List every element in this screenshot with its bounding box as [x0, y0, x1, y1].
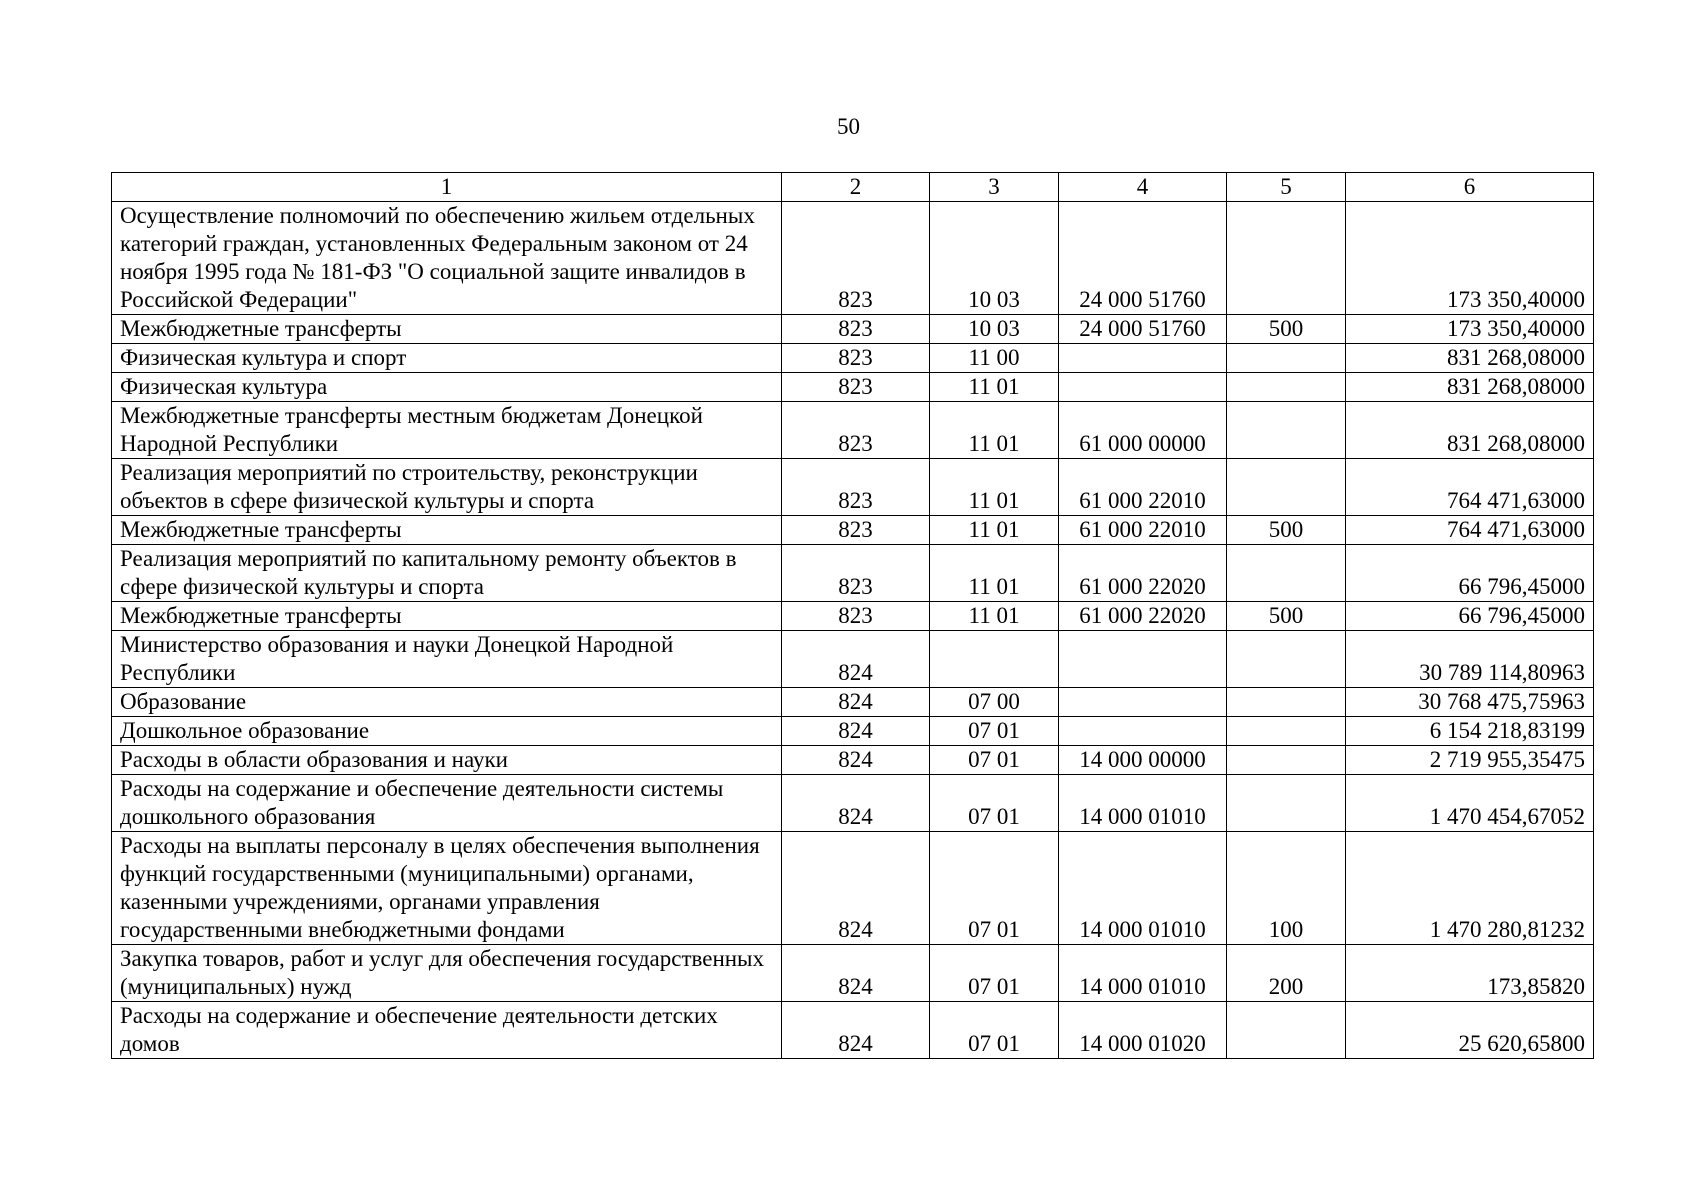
- row-code-cell: 824: [782, 717, 930, 746]
- table-row: [112, 602, 1594, 631]
- row-amount-cell: 30 768 475,75963: [1346, 688, 1594, 717]
- row-amount-cell: 25 620,65800: [1346, 1002, 1594, 1059]
- row-code-cell: 823: [782, 545, 930, 602]
- row-code-cell: 824: [782, 688, 930, 717]
- row-section-cell: 10 03: [930, 202, 1059, 315]
- row-name-cell: Межбюджетные трансферты: [112, 602, 782, 631]
- row-type-cell: [1227, 202, 1346, 315]
- row-type-cell: 200: [1227, 945, 1346, 1002]
- row-amount-cell: 173 350,40000: [1346, 202, 1594, 315]
- row-section-cell: 07 00: [930, 688, 1059, 717]
- row-amount-cell: 2 719 955,35475: [1346, 746, 1594, 775]
- row-amount-cell: 764 471,63000: [1346, 459, 1594, 516]
- column-header: 3: [930, 173, 1059, 202]
- row-code-cell: 823: [782, 516, 930, 545]
- row-name-cell: Межбюджетные трансферты: [112, 516, 782, 545]
- row-code-cell: 823: [782, 402, 930, 459]
- row-name-cell: Расходы на содержание и обеспечение деятельности детских домов: [112, 1002, 782, 1059]
- row-type-cell: [1227, 1002, 1346, 1059]
- table-row: [112, 315, 1594, 344]
- row-section-cell: 11 01: [930, 516, 1059, 545]
- row-section-cell: 07 01: [930, 945, 1059, 1002]
- row-type-cell: 100: [1227, 832, 1346, 945]
- row-target-cell: 61 000 22010: [1059, 516, 1227, 545]
- row-name-cell: Расходы на выплаты персоналу в целях обеспечения выполнения функций государственными (муниципальными) органами, казенными учреждениями, органами управления государственными внебюджетными фондами: [112, 832, 782, 945]
- row-section-cell: 07 01: [930, 832, 1059, 945]
- row-code-cell: 823: [782, 459, 930, 516]
- row-name-cell: Физическая культура и спорт: [112, 344, 782, 373]
- row-type-cell: [1227, 545, 1346, 602]
- row-target-cell: 14 000 01010: [1059, 945, 1227, 1002]
- row-code-cell: 823: [782, 373, 930, 402]
- column-header: 2: [782, 173, 930, 202]
- row-amount-cell: 764 471,63000: [1346, 516, 1594, 545]
- table-row: [112, 402, 1594, 459]
- row-section-cell: 11 01: [930, 459, 1059, 516]
- table-row: [112, 688, 1594, 717]
- row-target-cell: 61 000 22010: [1059, 459, 1227, 516]
- row-target-cell: 61 000 00000: [1059, 402, 1227, 459]
- table-row: [112, 717, 1594, 746]
- row-amount-cell: 173 350,40000: [1346, 315, 1594, 344]
- page-number: 50: [837, 114, 860, 139]
- row-section-cell: 11 01: [930, 373, 1059, 402]
- row-target-cell: 24 000 51760: [1059, 315, 1227, 344]
- budget-table: [111, 172, 1594, 1059]
- row-name-cell: Межбюджетные трансферты местным бюджетам Донецкой Народной Республики: [112, 402, 782, 459]
- row-name-cell: Физическая культура: [112, 373, 782, 402]
- row-target-cell: 61 000 22020: [1059, 545, 1227, 602]
- table-row: [112, 344, 1594, 373]
- row-amount-cell: 66 796,45000: [1346, 545, 1594, 602]
- row-type-cell: [1227, 402, 1346, 459]
- column-header: 5: [1227, 173, 1346, 202]
- row-amount-cell: 1 470 280,81232: [1346, 832, 1594, 945]
- table-header-row: [112, 173, 1594, 202]
- row-name-cell: Закупка товаров, работ и услуг для обеспечения государственных (муниципальных) нужд: [112, 945, 782, 1002]
- table-row: [112, 832, 1594, 945]
- row-section-cell: 11 01: [930, 402, 1059, 459]
- row-amount-cell: 66 796,45000: [1346, 602, 1594, 631]
- row-type-cell: [1227, 717, 1346, 746]
- row-target-cell: 14 000 01010: [1059, 775, 1227, 832]
- row-code-cell: 824: [782, 746, 930, 775]
- row-type-cell: [1227, 631, 1346, 688]
- row-name-cell: Министерство образования и науки Донецкой Народной Республики: [112, 631, 782, 688]
- table-row: [112, 516, 1594, 545]
- row-target-cell: [1059, 344, 1227, 373]
- row-type-cell: 500: [1227, 602, 1346, 631]
- row-type-cell: 500: [1227, 315, 1346, 344]
- table-row: [112, 775, 1594, 832]
- row-code-cell: 824: [782, 945, 930, 1002]
- row-section-cell: 07 01: [930, 746, 1059, 775]
- row-target-cell: 61 000 22020: [1059, 602, 1227, 631]
- row-section-cell: 10 03: [930, 315, 1059, 344]
- row-section-cell: 07 01: [930, 775, 1059, 832]
- column-header: 4: [1059, 173, 1227, 202]
- row-name-cell: Расходы в области образования и науки: [112, 746, 782, 775]
- row-amount-cell: 173,85820: [1346, 945, 1594, 1002]
- table-row: [112, 459, 1594, 516]
- row-target-cell: 14 000 01010: [1059, 832, 1227, 945]
- row-name-cell: Реализация мероприятий по строительству, реконструкции объектов в сфере физической культуры и спорта: [112, 459, 782, 516]
- row-section-cell: 11 01: [930, 545, 1059, 602]
- row-amount-cell: 831 268,08000: [1346, 402, 1594, 459]
- row-name-cell: Дошкольное образование: [112, 717, 782, 746]
- row-target-cell: 14 000 00000: [1059, 746, 1227, 775]
- row-code-cell: 824: [782, 832, 930, 945]
- row-code-cell: 823: [782, 202, 930, 315]
- row-amount-cell: 30 789 114,80963: [1346, 631, 1594, 688]
- row-target-cell: [1059, 631, 1227, 688]
- table-row: [112, 545, 1594, 602]
- row-name-cell: Образование: [112, 688, 782, 717]
- row-type-cell: [1227, 344, 1346, 373]
- row-type-cell: [1227, 775, 1346, 832]
- row-target-cell: 14 000 01020: [1059, 1002, 1227, 1059]
- row-code-cell: 823: [782, 602, 930, 631]
- table-body: [112, 202, 1594, 1059]
- row-section-cell: 07 01: [930, 717, 1059, 746]
- row-name-cell: Реализация мероприятий по капитальному ремонту объектов в сфере физической культуры и спорта: [112, 545, 782, 602]
- row-name-cell: Расходы на содержание и обеспечение деятельности системы дошкольного образования: [112, 775, 782, 832]
- row-amount-cell: 831 268,08000: [1346, 344, 1594, 373]
- row-code-cell: 824: [782, 631, 930, 688]
- row-type-cell: [1227, 688, 1346, 717]
- row-code-cell: 824: [782, 775, 930, 832]
- row-type-cell: [1227, 373, 1346, 402]
- row-type-cell: [1227, 459, 1346, 516]
- row-section-cell: 07 01: [930, 1002, 1059, 1059]
- row-code-cell: 824: [782, 1002, 930, 1059]
- row-code-cell: 823: [782, 344, 930, 373]
- row-amount-cell: 6 154 218,83199: [1346, 717, 1594, 746]
- row-target-cell: [1059, 688, 1227, 717]
- table-row: [112, 202, 1594, 315]
- row-amount-cell: 1 470 454,67052: [1346, 775, 1594, 832]
- column-header: 1: [112, 173, 782, 202]
- row-section-cell: 11 01: [930, 602, 1059, 631]
- table-row: [112, 373, 1594, 402]
- row-type-cell: 500: [1227, 516, 1346, 545]
- row-target-cell: [1059, 717, 1227, 746]
- table-row: [112, 746, 1594, 775]
- row-name-cell: Межбюджетные трансферты: [112, 315, 782, 344]
- column-header: 6: [1346, 173, 1594, 202]
- row-section-cell: [930, 631, 1059, 688]
- row-type-cell: [1227, 746, 1346, 775]
- row-name-cell: Осуществление полномочий по обеспечению жильем отдельных категорий граждан, установленных Федеральным законом от 24 ноября 1995 года № 181-ФЗ "О социальной защите инвалидов в Российской Федерации": [112, 202, 782, 315]
- table-row: [112, 945, 1594, 1002]
- row-target-cell: [1059, 373, 1227, 402]
- row-code-cell: 823: [782, 315, 930, 344]
- row-target-cell: 24 000 51760: [1059, 202, 1227, 315]
- table-row: [112, 631, 1594, 688]
- table-row: [112, 1002, 1594, 1059]
- row-amount-cell: 831 268,08000: [1346, 373, 1594, 402]
- row-section-cell: 11 00: [930, 344, 1059, 373]
